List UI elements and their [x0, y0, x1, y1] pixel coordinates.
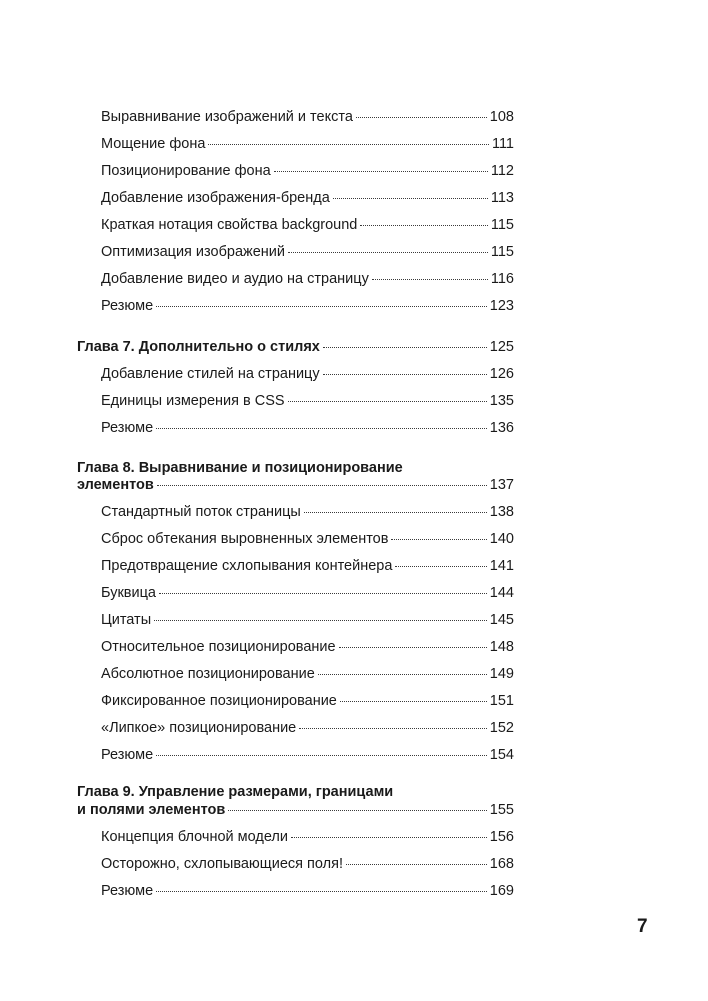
toc-entry-page: 116 [490, 271, 514, 287]
toc-chapter-title-line2: элементов [77, 477, 154, 493]
toc-chapter-9 [77, 801, 514, 819]
toc-entry-page: 115 [490, 217, 514, 233]
toc-entry-title: «Липкое» позиционирование [101, 720, 297, 736]
toc-entry-page: 135 [489, 393, 514, 409]
toc-entry-title: Цитаты [101, 612, 152, 628]
toc-entry [101, 882, 514, 900]
toc-entry-page: 145 [489, 612, 514, 628]
toc-entry-title: Концепция блочной модели [101, 829, 288, 845]
toc-entry-page: 168 [489, 856, 514, 872]
toc-entry-title: Позиционирование фона [101, 163, 271, 179]
toc-entry-title: Оптимизация изображений [101, 244, 285, 260]
toc-leader [228, 810, 486, 811]
toc-entry-title: Относительное позиционирование [101, 639, 336, 655]
toc-entry [101, 297, 514, 315]
toc-leader [323, 347, 487, 348]
toc-chapter-9-title-line1: Глава 9. Управление размерами, границами [77, 784, 394, 800]
toc-leader [288, 252, 488, 253]
toc-chapter-title: Глава 7. Дополнительно о стилях [77, 339, 320, 355]
toc-entry-page: 152 [489, 720, 514, 736]
toc-entry-page: 141 [489, 558, 514, 574]
toc-entry-page: 169 [489, 883, 514, 899]
toc-entry [101, 638, 514, 656]
toc-leader [291, 837, 487, 838]
toc-leader [395, 566, 486, 567]
toc-entry [101, 243, 514, 261]
toc-leader [318, 674, 487, 675]
toc-entry-page: 136 [489, 420, 514, 436]
toc-entry-page: 112 [490, 163, 514, 179]
toc-entry-title: Резюме [101, 883, 154, 899]
toc-chapter-page: 155 [489, 802, 514, 818]
toc-entry-title: Резюме [101, 747, 154, 763]
toc-leader [339, 647, 487, 648]
toc-entry [101, 611, 514, 629]
toc-leader [391, 539, 486, 540]
toc-entry [101, 270, 514, 288]
toc-entry-title: Добавление стилей на страницу [101, 366, 320, 382]
toc-entry [101, 108, 514, 126]
toc-leader [159, 593, 487, 594]
toc-leader [304, 512, 487, 513]
toc-leader [356, 117, 487, 118]
page-number: 7 [637, 916, 648, 937]
toc-entry [101, 419, 514, 437]
toc-entry-title: Мощение фона [101, 136, 206, 152]
toc-leader [157, 485, 487, 486]
toc-entry [101, 392, 514, 410]
toc-entry-title: Осторожно, схлопывающиеся поля! [101, 856, 343, 872]
toc-chapter-page: 137 [489, 477, 514, 493]
toc-entry-title: Сброс обтекания выровненных элементов [101, 531, 389, 547]
toc-entry [101, 665, 514, 683]
toc-chapter-page: 125 [489, 339, 514, 355]
toc-entry-page: 154 [489, 747, 514, 763]
toc-entry-title: Добавление видео и аудио на страницу [101, 271, 369, 287]
toc-entry-page: 123 [489, 298, 514, 314]
toc-entry [101, 503, 514, 521]
toc-entry-page: 126 [489, 366, 514, 382]
toc-entry-title: Резюме [101, 298, 154, 314]
toc-leader [323, 374, 487, 375]
toc-entry-title: Стандартный поток страницы [101, 504, 301, 520]
toc-leader [360, 225, 488, 226]
toc-leader [156, 306, 487, 307]
toc-leader [156, 755, 487, 756]
toc-entry-page: 138 [489, 504, 514, 520]
toc-entry [101, 162, 514, 180]
toc-leader [333, 198, 488, 199]
toc-entry-title: Единицы измерения в CSS [101, 393, 285, 409]
toc-leader [346, 864, 487, 865]
toc-chapter-8 [77, 476, 514, 494]
toc-entry [101, 135, 514, 153]
toc-entry-page: 144 [489, 585, 514, 601]
toc-leader [156, 891, 487, 892]
toc-entry [101, 855, 514, 873]
toc-entry-title: Резюме [101, 420, 154, 436]
toc-entry [101, 530, 514, 548]
toc-entry-page: 149 [489, 666, 514, 682]
toc-entry-title: Выравнивание изображений и текста [101, 109, 353, 125]
toc-entry-page: 151 [489, 693, 514, 709]
toc-entry-page: 156 [489, 829, 514, 845]
toc-chapter-7 [77, 338, 514, 356]
toc-leader [208, 144, 489, 145]
toc-leader [156, 428, 487, 429]
toc-entry-page: 111 [491, 136, 514, 152]
toc-entry-title: Абсолютное позиционирование [101, 666, 315, 682]
toc-entry [101, 584, 514, 602]
toc-leader [288, 401, 487, 402]
toc-entry [101, 746, 514, 764]
toc-entry [101, 365, 514, 383]
toc-entry [101, 216, 514, 234]
toc-leader [274, 171, 488, 172]
toc-entry-title: Фиксированное позиционирование [101, 693, 337, 709]
toc-entry-page: 140 [489, 531, 514, 547]
toc-entry [101, 828, 514, 846]
toc-entry-title: Добавление изображения-бренда [101, 190, 330, 206]
toc-entry-page: 115 [490, 244, 514, 260]
toc-entry-page: 148 [489, 639, 514, 655]
toc-chapter-8-title-line1: Глава 8. Выравнивание и позиционирование [77, 460, 403, 476]
toc-entry [101, 719, 514, 737]
toc-entry-title: Буквица [101, 585, 156, 601]
toc-leader [372, 279, 488, 280]
toc-leader [154, 620, 487, 621]
toc-entry-page: 113 [490, 190, 514, 206]
toc-entry [101, 557, 514, 575]
toc-entry [101, 189, 514, 207]
toc-entry-title: Предотвращение схлопывания контейнера [101, 558, 393, 574]
toc-entry-title: Краткая нотация свойства background [101, 217, 358, 233]
toc-leader [299, 728, 487, 729]
toc-chapter-title-line2: и полями элементов [77, 802, 226, 818]
toc-entry [101, 692, 514, 710]
toc-entry-page: 108 [489, 109, 514, 125]
toc-leader [340, 701, 487, 702]
